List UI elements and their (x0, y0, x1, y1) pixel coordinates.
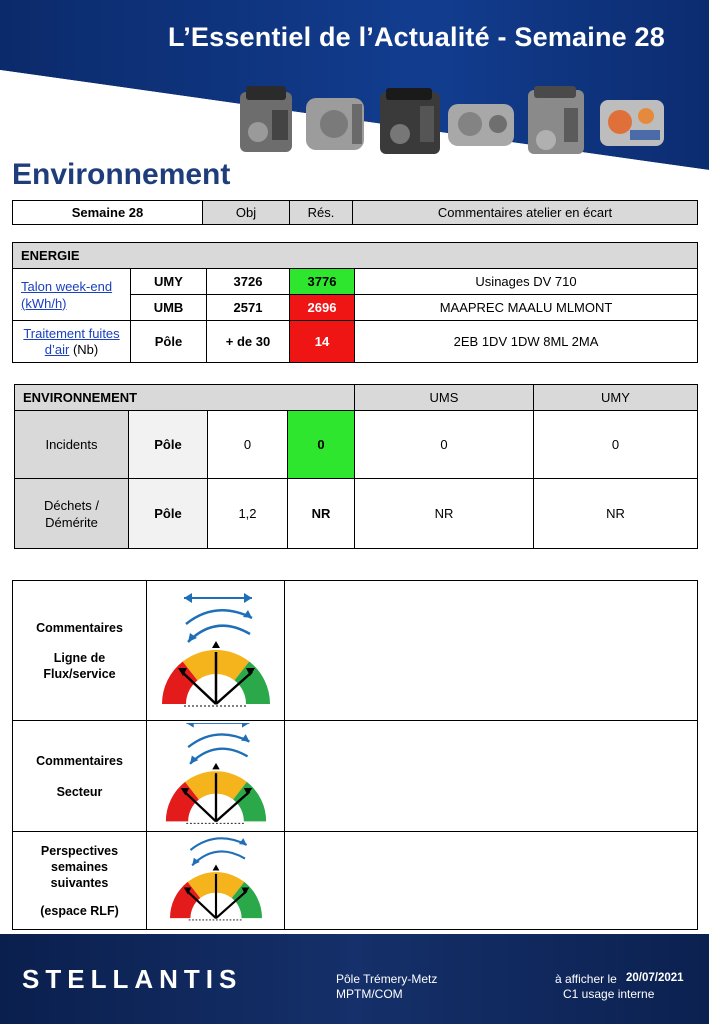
site-cell: Pôle (131, 321, 207, 363)
comment-area[interactable] (285, 721, 698, 832)
engine-icon (240, 86, 292, 152)
objective-value: + de 30 (207, 321, 290, 363)
stellantis-logo: STELLANTIS (22, 964, 243, 994)
display-date-label: à afficher le (555, 972, 617, 986)
perspectives-label (13, 832, 147, 930)
gearbox-icon (448, 104, 514, 146)
sector-label (13, 721, 147, 832)
umy-value: 0 (534, 411, 698, 479)
gauge-icon (158, 833, 274, 925)
comment-cell: 2EB 1DV 1DW 8ML 2MA (355, 321, 698, 363)
section-title: Environnement (12, 158, 231, 191)
result-header: Rés. (290, 201, 353, 225)
objective-header: Obj (203, 201, 290, 225)
table-header-row (13, 201, 698, 225)
electric-motor-icon (600, 100, 664, 146)
label-line: Secteur (56, 784, 103, 799)
umy-header: UMY (534, 385, 698, 411)
comment-cell: Usinages DV 710 (355, 269, 698, 295)
label-line: Perspectives (40, 843, 119, 858)
table-row (13, 321, 698, 363)
table-row (13, 269, 698, 295)
ums-header: UMS (355, 385, 534, 411)
umy-value: NR (534, 479, 698, 549)
ums-value: 0 (355, 411, 534, 479)
table-row (15, 411, 698, 479)
energy-table (12, 242, 698, 363)
label-line: Commentaires (36, 753, 123, 768)
table-row (13, 721, 698, 832)
label-line: suivantes (50, 875, 109, 890)
site-cell: UMY (131, 269, 207, 295)
engine-icon (528, 86, 584, 154)
air-leak-label-cell (13, 321, 131, 363)
energy-heading-row (13, 243, 698, 269)
objective-value: 3726 (207, 269, 290, 295)
table-row (13, 832, 698, 930)
result-value: 14 (290, 321, 355, 363)
row-label: Incidents (15, 411, 129, 479)
gauge-icon (156, 586, 276, 712)
label-line: Commentaires (36, 620, 123, 635)
gauge-cell (147, 832, 285, 930)
scope-cell: Pôle (129, 411, 208, 479)
week-header-table (12, 200, 698, 225)
result-value: NR (288, 479, 355, 549)
result-value: 0 (288, 411, 355, 479)
talon-label-cell (13, 269, 131, 321)
label-line: Ligne de (53, 650, 106, 665)
ums-value: NR (355, 479, 534, 549)
site-cell: UMB (131, 295, 207, 321)
scope-cell: Pôle (129, 479, 208, 549)
result-value: 2696 (290, 295, 355, 321)
engine-photos (0, 0, 709, 170)
environment-heading-row (15, 385, 698, 411)
label-line: Flux/service (43, 666, 116, 681)
table-row (13, 581, 698, 721)
comment-area[interactable] (285, 581, 698, 721)
label-line: semaines (51, 859, 108, 874)
site-name: Pôle Trémery-Metz (336, 972, 438, 986)
page-footer (0, 934, 709, 1024)
table-row (15, 479, 698, 549)
week-label: Semaine 28 (13, 201, 203, 225)
display-date: 20/07/2021 (626, 972, 684, 984)
comment-area[interactable] (285, 832, 698, 930)
line-flux-label (13, 581, 147, 721)
usage-classification: C1 usage interne (563, 987, 655, 1001)
page-header (0, 0, 709, 170)
gauge-cell (147, 721, 285, 832)
page-title: L’Essentiel de l’Actualité - Semaine 28 (168, 22, 665, 52)
row-label: Déchets / Démérite (15, 479, 129, 549)
label-line: (espace RLF) (40, 903, 119, 918)
environment-table (14, 384, 698, 549)
objective-value: 2571 (207, 295, 290, 321)
environment-heading: ENVIRONNEMENT (15, 385, 355, 411)
result-value: 3776 (290, 269, 355, 295)
comment-cell: MAAPREC MAALU MLMONT (355, 295, 698, 321)
energy-heading: ENERGIE (13, 243, 698, 269)
gearbox-icon (306, 98, 364, 150)
gauge-cell (147, 581, 285, 721)
site-department: MPTM/COM (336, 987, 403, 1001)
engine-icon (380, 88, 440, 154)
objective-value: 0 (208, 411, 288, 479)
air-leak-link[interactable]: Traitement fuites d’air (23, 325, 120, 357)
gauge-icon (156, 723, 276, 827)
unit-label: (Nb) (69, 341, 99, 357)
comments-header: Commentaires atelier en écart (353, 201, 698, 225)
comments-table (12, 580, 698, 930)
talon-weekend-link[interactable]: Talon week-end (kWh/h) (21, 278, 113, 311)
objective-value: 1,2 (208, 479, 288, 549)
